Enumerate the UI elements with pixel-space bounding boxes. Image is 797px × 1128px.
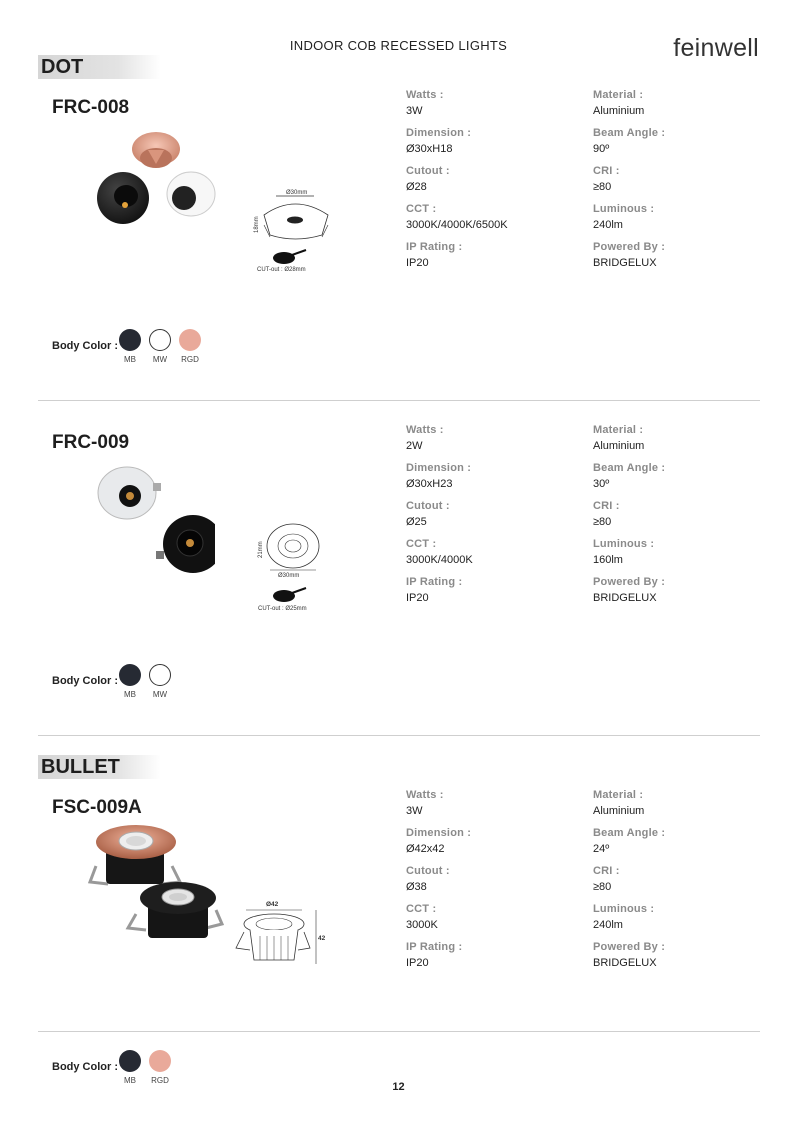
spec-value-ip-rating: IP20 — [406, 957, 429, 969]
drawing-height-frc-009: 21mm — [258, 541, 264, 558]
brand-logo: feinwell — [673, 34, 759, 62]
section-divider — [38, 1031, 760, 1032]
spec-value-beam-angle: 90º — [593, 143, 610, 155]
color-label-mb: MB — [124, 690, 136, 699]
spec-value-material: Aluminium — [593, 105, 645, 117]
body-color-label: Body Color : — [52, 1061, 118, 1073]
color-label-rgd: RGD — [151, 1076, 169, 1085]
spec-label-cri: CRI : — [593, 165, 620, 177]
drawing-height-fsc-009a: 42 — [318, 935, 326, 942]
spec-label-ip-rating: IP Rating : — [406, 941, 463, 953]
technical-drawing-frc-008 — [250, 185, 340, 277]
spec-value-watts: 3W — [406, 105, 423, 117]
spec-label-material: Material : — [593, 89, 644, 101]
spec-label-luminous: Luminous : — [593, 203, 655, 215]
spec-label-beam-angle: Beam Angle : — [593, 462, 666, 474]
spec-label-powered-by: Powered By : — [593, 576, 666, 588]
spec-label-luminous: Luminous : — [593, 538, 655, 550]
spec-label-watts: Watts : — [406, 89, 444, 101]
color-label-mb: MB — [124, 1076, 136, 1085]
spec-value-cct: 3000K/4000K — [406, 554, 473, 566]
drawing-height-frc-008: 18mm — [254, 216, 260, 233]
color-swatch-mb — [119, 664, 141, 686]
spec-value-luminous: 240lm — [593, 219, 623, 231]
color-label-rgd: RGD — [181, 355, 199, 364]
color-swatch-mb — [119, 329, 141, 351]
spec-value-beam-angle: 30º — [593, 478, 610, 490]
spec-label-ip-rating: IP Rating : — [406, 241, 463, 253]
technical-drawing-frc-009 — [250, 520, 340, 615]
color-swatch-mb — [119, 1050, 141, 1072]
color-swatch-mw — [149, 664, 171, 686]
spec-value-cri: ≥80 — [593, 181, 612, 193]
product-photo-frc-009 — [95, 465, 215, 575]
section-divider — [38, 735, 760, 736]
spec-label-cutout: Cutout : — [406, 165, 450, 177]
product-model-frc-008: FRC-008 — [52, 97, 130, 118]
spec-label-dimension: Dimension : — [406, 827, 472, 839]
spec-value-dimension: Ø42x42 — [406, 843, 445, 855]
spec-label-beam-angle: Beam Angle : — [593, 827, 666, 839]
page-number: 12 — [392, 1081, 405, 1093]
drawing-diameter-frc-008: Ø30mm — [286, 190, 308, 196]
page-header-title: INDOOR COB RECESSED LIGHTS — [289, 38, 508, 53]
spec-value-beam-angle: 24º — [593, 843, 610, 855]
spec-label-ip-rating: IP Rating : — [406, 576, 463, 588]
spec-value-cutout: Ø25 — [406, 516, 427, 528]
spec-label-powered-by: Powered By : — [593, 941, 666, 953]
spec-value-luminous: 240lm — [593, 919, 623, 931]
section-heading-bullet: BULLET — [38, 755, 161, 779]
spec-value-material: Aluminium — [593, 805, 645, 817]
spec-value-ip-rating: IP20 — [406, 592, 429, 604]
product-model-fsc-009a: FSC-009A — [52, 797, 142, 818]
spec-value-luminous: 160lm — [593, 554, 623, 566]
spec-value-cutout: Ø38 — [406, 881, 427, 893]
spec-label-dimension: Dimension : — [406, 462, 472, 474]
spec-label-luminous: Luminous : — [593, 903, 655, 915]
spec-value-cri: ≥80 — [593, 516, 612, 528]
spec-label-material: Material : — [593, 424, 644, 436]
color-label-mw: MW — [152, 690, 168, 699]
spec-value-powered-by: BRIDGELUX — [593, 957, 657, 969]
spec-value-cct: 3000K — [406, 919, 438, 931]
spec-label-cct: CCT : — [406, 903, 437, 915]
spec-value-dimension: Ø30xH18 — [406, 143, 453, 155]
spec-label-cct: CCT : — [406, 203, 437, 215]
technical-drawing-fsc-009a — [232, 896, 332, 971]
spec-label-powered-by: Powered By : — [593, 241, 666, 253]
spec-value-powered-by: BRIDGELUX — [593, 592, 657, 604]
spec-value-cutout: Ø28 — [406, 181, 427, 193]
spec-label-watts: Watts : — [406, 789, 444, 801]
spec-value-cri: ≥80 — [593, 881, 612, 893]
spec-value-powered-by: BRIDGELUX — [593, 257, 657, 269]
spec-label-cutout: Cutout : — [406, 500, 450, 512]
spec-label-material: Material : — [593, 789, 644, 801]
spec-label-cri: CRI : — [593, 865, 620, 877]
body-color-label: Body Color : — [52, 675, 118, 687]
color-label-mw: MW — [152, 355, 168, 364]
spec-value-watts: 3W — [406, 805, 423, 817]
product-model-frc-009: FRC-009 — [52, 432, 130, 453]
section-divider — [38, 400, 760, 401]
spec-label-cri: CRI : — [593, 500, 620, 512]
color-swatch-rgd — [149, 1050, 171, 1072]
product-photo-fsc-009a — [88, 822, 228, 942]
spec-label-dimension: Dimension : — [406, 127, 472, 139]
drawing-cutout-frc-009: CUT-out : Ø25mm — [258, 606, 307, 612]
color-label-mb: MB — [124, 355, 136, 364]
section-heading-dot: DOT — [38, 55, 161, 79]
spec-label-watts: Watts : — [406, 424, 444, 436]
drawing-cutout-frc-008: CUT-out : Ø28mm — [257, 267, 306, 273]
color-swatch-mw — [149, 329, 171, 351]
spec-label-cct: CCT : — [406, 538, 437, 550]
drawing-diameter-frc-009: Ø30mm — [278, 573, 300, 579]
spec-label-beam-angle: Beam Angle : — [593, 127, 666, 139]
spec-value-ip-rating: IP20 — [406, 257, 429, 269]
spec-value-cct: 3000K/4000K/6500K — [406, 219, 508, 231]
drawing-diameter-fsc-009a: Ø42 — [266, 901, 279, 908]
body-color-label: Body Color : — [52, 340, 118, 352]
spec-value-watts: 2W — [406, 440, 423, 452]
spec-label-cutout: Cutout : — [406, 865, 450, 877]
product-photo-frc-008 — [88, 128, 228, 228]
spec-value-dimension: Ø30xH23 — [406, 478, 453, 490]
spec-value-material: Aluminium — [593, 440, 645, 452]
color-swatch-rgd — [179, 329, 201, 351]
